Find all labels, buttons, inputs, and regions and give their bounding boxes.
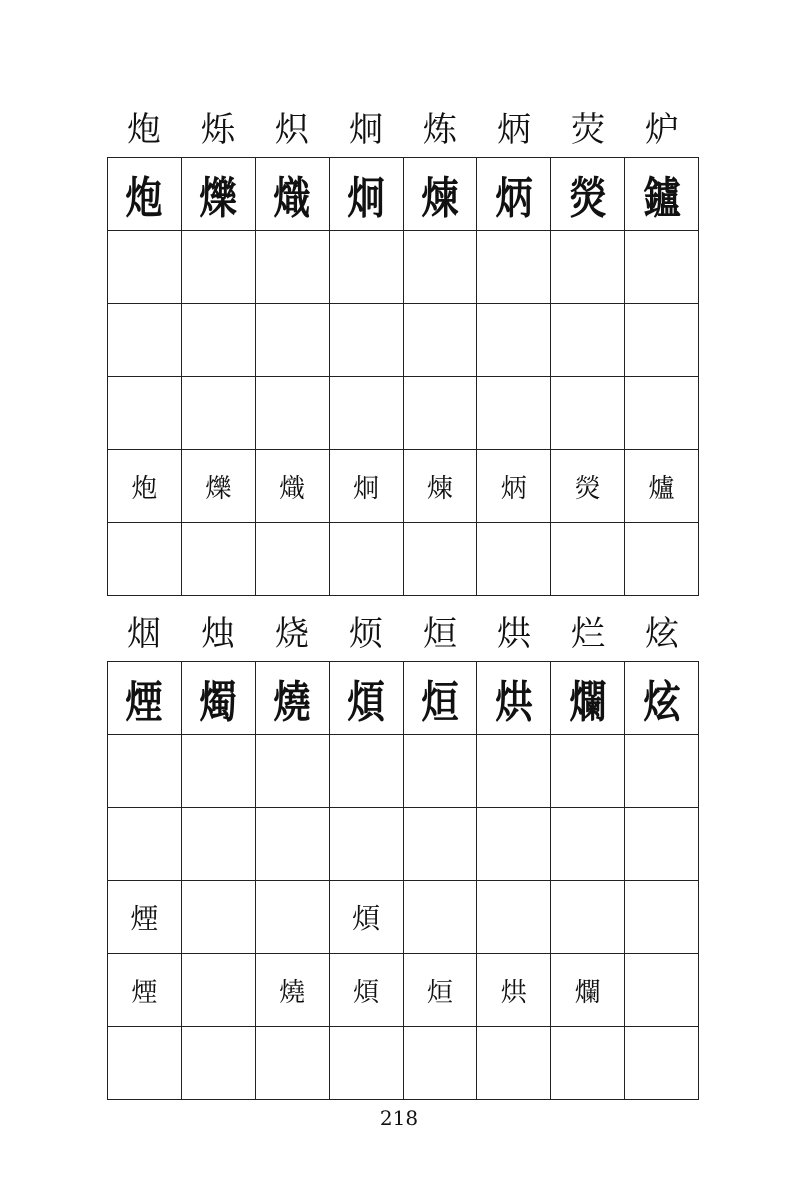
glyph-text: 烜 bbox=[421, 677, 459, 728]
glyph-text: 爐 bbox=[648, 473, 675, 504]
glyph-cell bbox=[477, 231, 551, 304]
glyph-cell bbox=[182, 808, 256, 881]
glyph-cell bbox=[404, 523, 478, 596]
character-table-2 bbox=[107, 661, 699, 1100]
header-char: 烟 bbox=[127, 614, 161, 654]
glyph-cell bbox=[108, 158, 182, 231]
glyph-cell bbox=[477, 158, 551, 231]
glyph-cell bbox=[256, 1027, 330, 1100]
glyph-cell bbox=[108, 523, 182, 596]
glyph-cell bbox=[108, 735, 182, 808]
glyph-cell bbox=[404, 881, 478, 954]
glyph-text: 熾 bbox=[279, 473, 306, 504]
glyph-text: 熒 bbox=[574, 473, 601, 504]
glyph-cell bbox=[182, 231, 256, 304]
glyph-cell bbox=[477, 662, 551, 735]
glyph-cell bbox=[404, 304, 478, 377]
glyph-cell bbox=[551, 1027, 625, 1100]
character-table-1 bbox=[107, 157, 699, 596]
glyph-text: 燭 bbox=[199, 677, 238, 728]
glyph-cell bbox=[182, 377, 256, 450]
glyph-text: 煩 bbox=[347, 677, 385, 728]
glyph-cell bbox=[404, 735, 478, 808]
glyph-cell bbox=[330, 158, 404, 231]
glyph-cell bbox=[330, 377, 404, 450]
glyph-text: 燒 bbox=[273, 677, 311, 728]
glyph-cell bbox=[330, 231, 404, 304]
glyph-cell bbox=[551, 954, 625, 1027]
glyph-cell bbox=[256, 662, 330, 735]
header-char: 烂 bbox=[571, 614, 605, 654]
glyph-cell bbox=[404, 450, 478, 523]
page-number: 218 bbox=[379, 1106, 419, 1130]
glyph-cell bbox=[477, 304, 551, 377]
glyph-cell bbox=[256, 450, 330, 523]
glyph-text: 煙 bbox=[125, 677, 164, 728]
glyph-cell bbox=[404, 158, 478, 231]
glyph-cell bbox=[404, 1027, 478, 1100]
glyph-cell bbox=[256, 735, 330, 808]
glyph-cell bbox=[256, 377, 330, 450]
header-char: 烘 bbox=[497, 614, 531, 654]
glyph-cell bbox=[330, 450, 404, 523]
glyph-cell bbox=[625, 662, 699, 735]
glyph-cell bbox=[182, 1027, 256, 1100]
glyph-text: 炳 bbox=[495, 173, 533, 224]
glyph-text: 烘 bbox=[495, 677, 533, 728]
glyph-cell bbox=[108, 231, 182, 304]
glyph-cell bbox=[182, 662, 256, 735]
glyph-cell bbox=[625, 1027, 699, 1100]
glyph-cell bbox=[256, 523, 330, 596]
glyph-cell bbox=[182, 735, 256, 808]
glyph-text: 燒 bbox=[279, 977, 306, 1008]
header-char: 炉 bbox=[645, 110, 679, 150]
glyph-cell bbox=[256, 158, 330, 231]
glyph-cell bbox=[108, 881, 182, 954]
glyph-cell bbox=[477, 808, 551, 881]
glyph-cell bbox=[330, 808, 404, 881]
glyph-cell bbox=[625, 377, 699, 450]
glyph-text: 熒 bbox=[568, 173, 607, 224]
glyph-cell bbox=[551, 523, 625, 596]
header-char: 炼 bbox=[423, 110, 457, 150]
glyph-cell bbox=[625, 735, 699, 808]
glyph-cell bbox=[330, 954, 404, 1027]
glyph-cell bbox=[404, 377, 478, 450]
table-1-header-row bbox=[107, 108, 699, 152]
glyph-cell bbox=[625, 881, 699, 954]
glyph-cell bbox=[330, 304, 404, 377]
glyph-cell bbox=[625, 954, 699, 1027]
glyph-text: 炮 bbox=[131, 473, 158, 504]
glyph-cell bbox=[477, 954, 551, 1027]
glyph-cell bbox=[477, 1027, 551, 1100]
glyph-cell bbox=[551, 231, 625, 304]
glyph-text: 炳 bbox=[500, 473, 527, 504]
glyph-cell bbox=[182, 304, 256, 377]
glyph-cell bbox=[256, 304, 330, 377]
header-char: 烜 bbox=[423, 614, 457, 654]
glyph-text: 烘 bbox=[500, 977, 527, 1008]
glyph-cell bbox=[182, 523, 256, 596]
glyph-text: 煙 bbox=[131, 977, 158, 1008]
glyph-cell bbox=[108, 304, 182, 377]
glyph-cell bbox=[551, 450, 625, 523]
glyph-cell bbox=[404, 808, 478, 881]
glyph-cell bbox=[625, 523, 699, 596]
glyph-cell bbox=[182, 881, 256, 954]
header-char: 烛 bbox=[201, 614, 235, 654]
glyph-text: 爛 bbox=[574, 977, 601, 1008]
header-char: 炮 bbox=[127, 110, 161, 150]
glyph-cell bbox=[477, 377, 551, 450]
glyph-text: 煉 bbox=[421, 173, 459, 224]
glyph-text: 熾 bbox=[273, 173, 311, 224]
glyph-text: 炯 bbox=[353, 473, 380, 504]
glyph-cell bbox=[108, 450, 182, 523]
glyph-text: 炯 bbox=[347, 173, 385, 224]
glyph-cell bbox=[330, 662, 404, 735]
glyph-cell bbox=[477, 523, 551, 596]
header-char: 烧 bbox=[275, 614, 309, 654]
header-char: 荧 bbox=[571, 110, 605, 150]
glyph-cell bbox=[477, 735, 551, 808]
table-2-header-row bbox=[107, 612, 699, 656]
header-char: 烁 bbox=[201, 110, 235, 150]
header-char: 炽 bbox=[275, 110, 309, 150]
glyph-cell bbox=[477, 450, 551, 523]
glyph-cell bbox=[108, 808, 182, 881]
glyph-cell bbox=[625, 304, 699, 377]
glyph-cell bbox=[108, 954, 182, 1027]
glyph-text: 烜 bbox=[426, 977, 453, 1008]
glyph-cell bbox=[182, 158, 256, 231]
glyph-cell bbox=[551, 808, 625, 881]
glyph-text: 炮 bbox=[125, 173, 164, 224]
header-char: 炳 bbox=[497, 110, 531, 150]
glyph-cell bbox=[108, 662, 182, 735]
glyph-text: 煙 bbox=[130, 902, 159, 935]
glyph-cell bbox=[182, 450, 256, 523]
glyph-cell bbox=[330, 881, 404, 954]
glyph-cell bbox=[182, 954, 256, 1027]
glyph-cell bbox=[625, 450, 699, 523]
glyph-text: 爍 bbox=[205, 473, 232, 504]
glyph-text: 炫 bbox=[642, 677, 681, 728]
glyph-cell bbox=[256, 231, 330, 304]
glyph-cell bbox=[108, 377, 182, 450]
glyph-cell bbox=[256, 954, 330, 1027]
glyph-cell bbox=[477, 881, 551, 954]
glyph-cell bbox=[404, 954, 478, 1027]
glyph-cell bbox=[330, 523, 404, 596]
glyph-text: 煩 bbox=[352, 902, 381, 935]
glyph-cell bbox=[551, 304, 625, 377]
glyph-cell bbox=[404, 231, 478, 304]
glyph-cell bbox=[330, 735, 404, 808]
glyph-text: 鑪 bbox=[642, 173, 681, 224]
glyph-cell bbox=[256, 881, 330, 954]
glyph-cell bbox=[551, 662, 625, 735]
glyph-cell bbox=[625, 808, 699, 881]
glyph-cell bbox=[404, 662, 478, 735]
glyph-cell bbox=[256, 808, 330, 881]
glyph-cell bbox=[551, 735, 625, 808]
glyph-cell bbox=[625, 158, 699, 231]
glyph-cell bbox=[625, 231, 699, 304]
glyph-text: 煉 bbox=[426, 473, 453, 504]
glyph-cell bbox=[551, 377, 625, 450]
glyph-cell bbox=[330, 1027, 404, 1100]
glyph-cell bbox=[551, 881, 625, 954]
glyph-cell bbox=[551, 158, 625, 231]
glyph-cell bbox=[108, 1027, 182, 1100]
header-char: 炯 bbox=[349, 110, 383, 150]
header-char: 炫 bbox=[645, 614, 679, 654]
glyph-text: 爛 bbox=[568, 677, 607, 728]
glyph-text: 煩 bbox=[353, 977, 380, 1008]
header-char: 烦 bbox=[349, 614, 383, 654]
glyph-text: 爍 bbox=[199, 173, 238, 224]
